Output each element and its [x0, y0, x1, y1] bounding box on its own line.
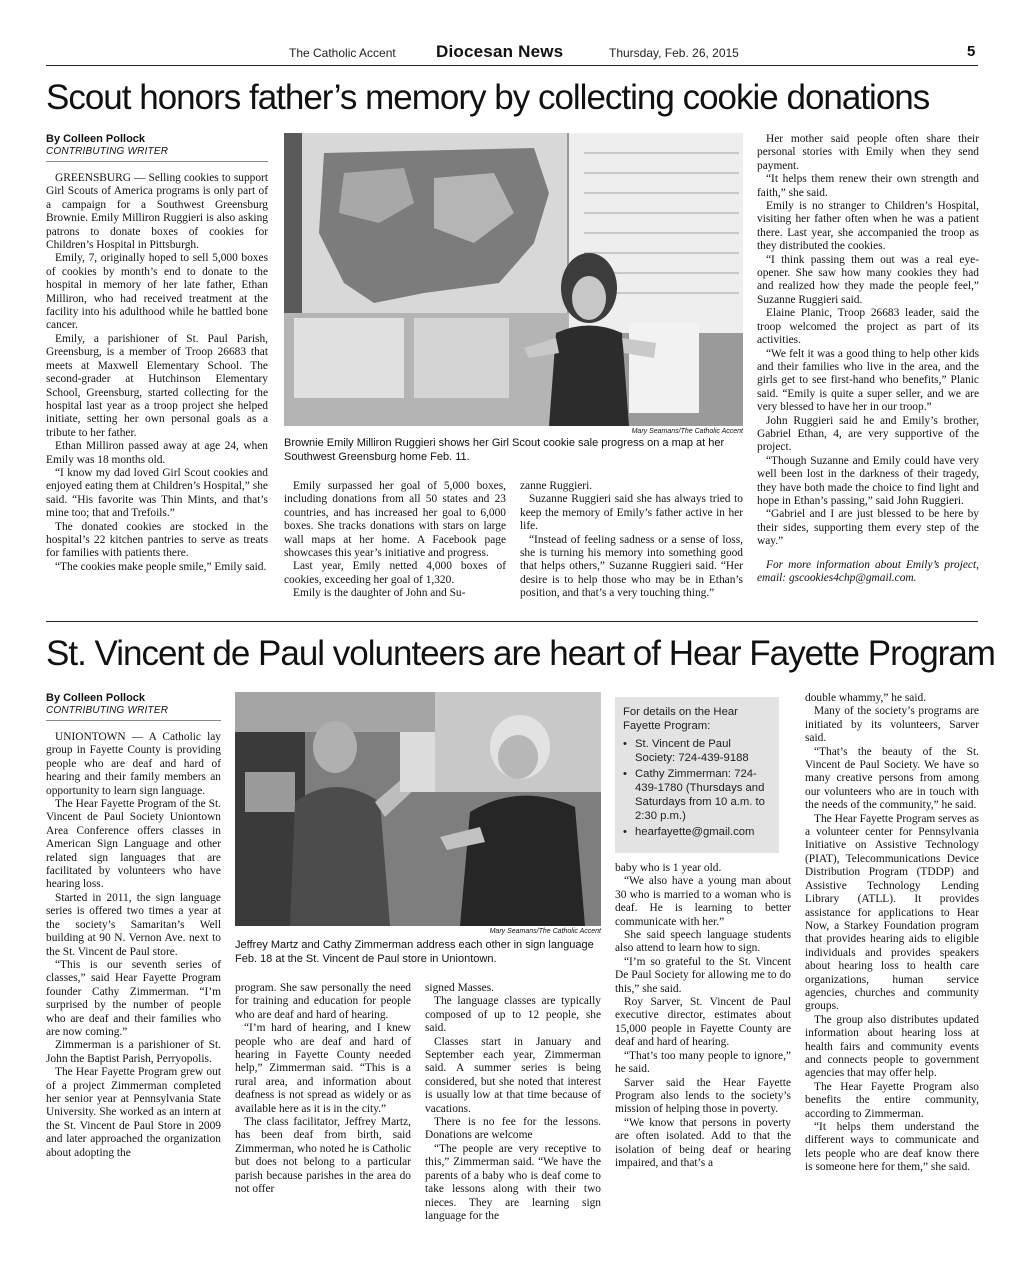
paragraph: Suzanne Ruggieri said she has always tried to keep the memory of Emily’s father active in her life.: [520, 493, 743, 533]
paragraph: Elaine Planic, Troop 26683 leader, said the troop welcomed the project as part of its activities.: [757, 307, 979, 347]
paragraph: She said speech language students also attend to learn how to sign.: [615, 929, 791, 955]
paragraph: John Ruggieri said he and Emily’s brother, Gabriel Ethan, 4, are very supportive of the project.: [757, 414, 979, 454]
paragraph: “This is our seventh series of classes,” said Hear Fayette Program founder Cathy Zimmerman. “I’m surprised by the number of people who are deaf and their families who are now coming.”: [46, 958, 221, 1038]
story-separator-rule: [46, 621, 978, 622]
paragraph: “The people are very receptive to this,” Zimmerman said. “We have the parents of a baby who is deaf come to take lessons along with their two nieces. They are learning sign language for the: [425, 1142, 601, 1222]
story1-byline-role: CONTRIBUTING WRITER: [46, 146, 169, 157]
paragraph: baby who is 1 year old.: [615, 862, 722, 874]
paragraph: The donated cookies are stocked in the hospital’s 22 kitchen pantries to serve as treats for families with patients there.: [46, 520, 268, 560]
paragraph: zanne Ruggieri.: [520, 480, 593, 492]
info-box-item-text: Cathy Zimmerman: 724-439-1780 (Thursdays and Saturdays from 10 a.m. to 2:30 p.m.): [635, 768, 765, 822]
paragraph: “That’s the beauty of the St. Vincent de Paul Society. We have so many creative persons from among our volunteers who are in touch with the needs of the community,” he said.: [805, 745, 979, 812]
paragraph: UNIONTOWN — A Catholic lay group in Fayette County is providing people who are deaf and hard of hearing and their family members an opportunity to learn sign language.: [46, 731, 221, 797]
header-rule: [46, 65, 978, 66]
issue-date: Thursday, Feb. 26, 2015: [609, 46, 739, 60]
info-box-title: For details on the Hear Fayette Program:: [623, 706, 738, 732]
paragraph: “We felt it was a good thing to help other kids and their families who live in the area, and the girls get to see first-hand who benefits,” Planic said. “Emily is quite a super seller, and we are very blessed to have her in our troop.”: [757, 347, 979, 414]
bullet-icon: •: [623, 826, 627, 838]
story2-photo-caption: Jeffrey Martz and Cathy Zimmerman address each other in sign language Feb. 18 at the St. Vincent de Paul store in Uniontown.: [235, 939, 594, 965]
story2-headline: St. Vincent de Paul volunteers are heart of Hear Fayette Program: [46, 634, 995, 673]
paragraph: Emily is no stranger to Children’s Hospital, visiting her father often when he was a patient there. Last year, she accompanied the troop as they distributed the cookies.: [757, 200, 979, 253]
paragraph: “Gabriel and I are just blessed to be here by their sides, supporting them every step of the way.”: [757, 508, 979, 548]
paragraph: “That’s too many people to ignore,” he said.: [615, 1049, 791, 1076]
paragraph: The Hear Fayette Program grew out of a project Zimmerman completed her senior year at Pennsylvania State University. She worked as an intern at the St. Vincent de Paul Store in 2009 and later approached the organization about adopting the: [46, 1066, 221, 1159]
page-number: 5: [967, 43, 976, 60]
paragraph: Many of the society’s programs are initiated by its volunteers, Sarver said.: [805, 705, 979, 745]
story2-column-5: [805, 692, 979, 1175]
paragraph: Ethan Milliron passed away at age 24, when Emily was 18 months old.: [46, 440, 268, 466]
story2-column-1: [46, 731, 221, 1160]
paragraph: “Instead of feeling sadness or a sense of loss, she is turning his memory into something good that helps others,” Suzanne Ruggieri said. “Her desire is to help those who may be in Ethan’s position, and that’s a very touching thing.”: [520, 533, 743, 600]
paragraph: Her mother said people often share their personal stories with Emily when they send payment.: [757, 133, 979, 172]
story1-column-1: [46, 172, 268, 574]
paragraph: The Hear Fayette Program also benefits the entire community, according to Zimmerman.: [805, 1080, 979, 1120]
paragraph: Last year, Emily netted 4,000 boxes of cookies, exceeding her goal of 1,320.: [284, 560, 506, 586]
paragraph: Started in 2011, the sign language series is offered two times a year at the society’s Samaritan’s Well building at 90 N. Vernon Ave. next to the St. Vincent de Paul store.: [46, 891, 221, 958]
bullet-icon: •: [623, 768, 627, 780]
story1-byline: By Colleen Pollock: [46, 133, 146, 145]
story2-byline: By Colleen Pollock: [46, 692, 146, 704]
story1-headline: Scout honors father’s memory by collecting cookie donations: [46, 78, 930, 117]
paragraph: The group also distributes updated information about hearing loss at health fairs and community events and connects people to government agencies that may offer help.: [805, 1013, 979, 1080]
section-title: Diocesan News: [436, 42, 564, 61]
paragraph: Emily, a parishioner of St. Paul Parish, Greensburg, is a member of Troop 26683 that meets at Maxwell Elementary School. The second-grader at Hutchinson Elementary School, Greensburg, started collecting for the hospital last year as a troop project she helped initiate, setting her own personal goals as a tribute to her father.: [46, 332, 268, 439]
paragraph: Emily, 7, originally hoped to sell 5,000 boxes of cookies by month’s end to donate to the hospital in memory of her late father, Ethan Milliron, who had received treatment at the facility into his adulthood while he battled bone cancer.: [46, 252, 268, 332]
paragraph: “We also have a young man about 30 who is married to a woman who is deaf. He is learning to better communicate with her.”: [615, 875, 791, 928]
paragraph: The class facilitator, Jeffrey Martz, has been deaf from birth, said Zimmerman, who noted he is Catholic but does not belong to a particular parish because parishes in the area do not offer: [235, 1116, 411, 1196]
story2-column-3: [425, 982, 601, 1223]
info-box-list: [623, 737, 771, 839]
paragraph: “I’m so grateful to the St. Vincent De Paul Society for allowing me to do this,” she said.: [615, 955, 791, 995]
story2-photo: [235, 692, 601, 926]
story2-byline-role: CONTRIBUTING WRITER: [46, 705, 169, 716]
paragraph: “It helps them renew their own strength and faith,” she said.: [757, 173, 979, 199]
paragraph: The Hear Fayette Program serves as a volunteer center for Pennsylvania Initiative on Assistive Technology (PIAT), Telecommunications Device Distribution Program (TDDP) and Assistive Technology Lending Library (ATLL). It provides assistance for applications to Hear Now, a Starkey Foundation program that provides hearing aids to eligible individuals and provides speakers about hearing loss to health care organizations, human service agencies, churches and community groups.: [805, 812, 979, 1013]
paragraph: Zimmerman is a parishioner of St. John the Baptist Parish, Perryopolis.: [46, 1039, 221, 1065]
bullet-icon: •: [623, 738, 627, 750]
story2-column-2: [235, 982, 411, 1197]
info-box-item: [623, 767, 771, 823]
paragraph: Emily is the daughter of John and Su-: [293, 587, 466, 600]
story1-photo-caption: Brownie Emily Milliron Ruggieri shows her Girl Scout cookie sale progress on a map at her Southwest Greensburg home Feb. 11.: [284, 437, 725, 463]
paragraph: “Though Suzanne and Emily could have very well been lost in the darkness of their tragedy, they have both made the choice to find light and hope in Ethan’s passing,” said John Ruggieri.: [757, 454, 979, 507]
hear-fayette-info-box: [615, 697, 779, 853]
paragraph: GREENSBURG — Selling cookies to support Girl Scouts of America programs is only part of a campaign for a Southwest Greensburg Brownie. Emily Milliron Ruggieri is also asking patrons to donate boxes of cookies for Children’s Hospital in Pittsburgh.: [46, 172, 268, 252]
story1-column-3: [520, 480, 743, 601]
paragraph: “It helps them understand the different ways to communicate and lets people who are deaf know there is someone here for them,” she said.: [805, 1121, 979, 1174]
story1-photo-credit: Mary Seamans/The Catholic Accent: [631, 428, 743, 435]
story1-column-4: [757, 133, 979, 585]
story2-byline-rule: [46, 720, 221, 721]
story1-tagline: For more information about Emily’s project, email: gscookies4chp@gmail.com.: [757, 558, 979, 584]
story1-column-2: [284, 480, 506, 601]
info-box-item: [623, 825, 771, 839]
info-box-item-text: hearfayette@gmail.com: [635, 826, 755, 838]
paragraph: Roy Sarver, St. Vincent de Paul executive director, estimates about 15,000 people in Fayette County are deaf and hard of hearing.: [615, 996, 791, 1049]
story2-photo-credit: Mary Seamans/The Catholic Accent: [489, 928, 601, 935]
publication-name: The Catholic Accent: [289, 46, 396, 60]
story1-photo: [284, 133, 743, 426]
paragraph: Emily surpassed her goal of 5,000 boxes, including donations from all 50 states and 23 countries, and has increased her goal to 6,000 boxes. She tracks donations with stars on large wall maps at her home. A Facebook page showcases this year’s initiative and progress.: [284, 480, 506, 560]
paragraph: Sarver said the Hear Fayette Program also lends to the society’s mission of helping those in poverty.: [615, 1076, 791, 1116]
paragraph: signed Masses.: [425, 982, 494, 994]
paragraph: double whammy,” he said.: [805, 692, 927, 704]
paragraph: “I know my dad loved Girl Scout cookies and enjoyed eating them at Children’s Hospital,” she said. “His favorite was Thin Mints, and that’s mine too; that and Trefoils.”: [46, 466, 268, 520]
story1-byline-rule: [46, 161, 268, 162]
paragraph: program. She saw personally the need for training and education for people who are deaf and hard of hearing.: [235, 982, 411, 1021]
info-box-item: [623, 737, 771, 765]
paragraph: The language classes are typically composed of up to 12 people, she said.: [425, 995, 601, 1035]
paragraph: “I think passing them out was a real eye-opener. She saw how many cookies they had and realized how they made the people feel,” Suzanne Ruggieri said.: [757, 253, 979, 306]
info-box-item-text: St. Vincent de Paul Society: 724-439-9188: [635, 738, 749, 764]
paragraph: “I’m hard of hearing, and I knew people who are deaf and hard of hearing in Fayette County needed help,” Zimmerman said. “This is a rural area, and information about deafness is not spread as widely or as available here as it is in the city.”: [235, 1022, 411, 1115]
paragraph: Classes start in January and September each year, Zimmerman said. A summer series is being considered, but she noted that interest is usually low at that time because of vacations.: [425, 1035, 601, 1115]
story2-column-4: [615, 862, 791, 1170]
paragraph: “The cookies make people smile,” Emily said.: [55, 560, 267, 573]
paragraph: The Hear Fayette Program of the St. Vincent de Paul Society Uniontown Area Conference offers classes in American Sign Language and other related sign languages that are facilitated by volunteers who have hearing loss.: [46, 798, 221, 891]
paragraph: “We know that persons in poverty are often isolated. Add to that the isolation of being deaf or hearing impaired, and that’s a: [615, 1116, 791, 1169]
paragraph: There is no fee for the lessons. Donations are welcome: [425, 1116, 601, 1142]
